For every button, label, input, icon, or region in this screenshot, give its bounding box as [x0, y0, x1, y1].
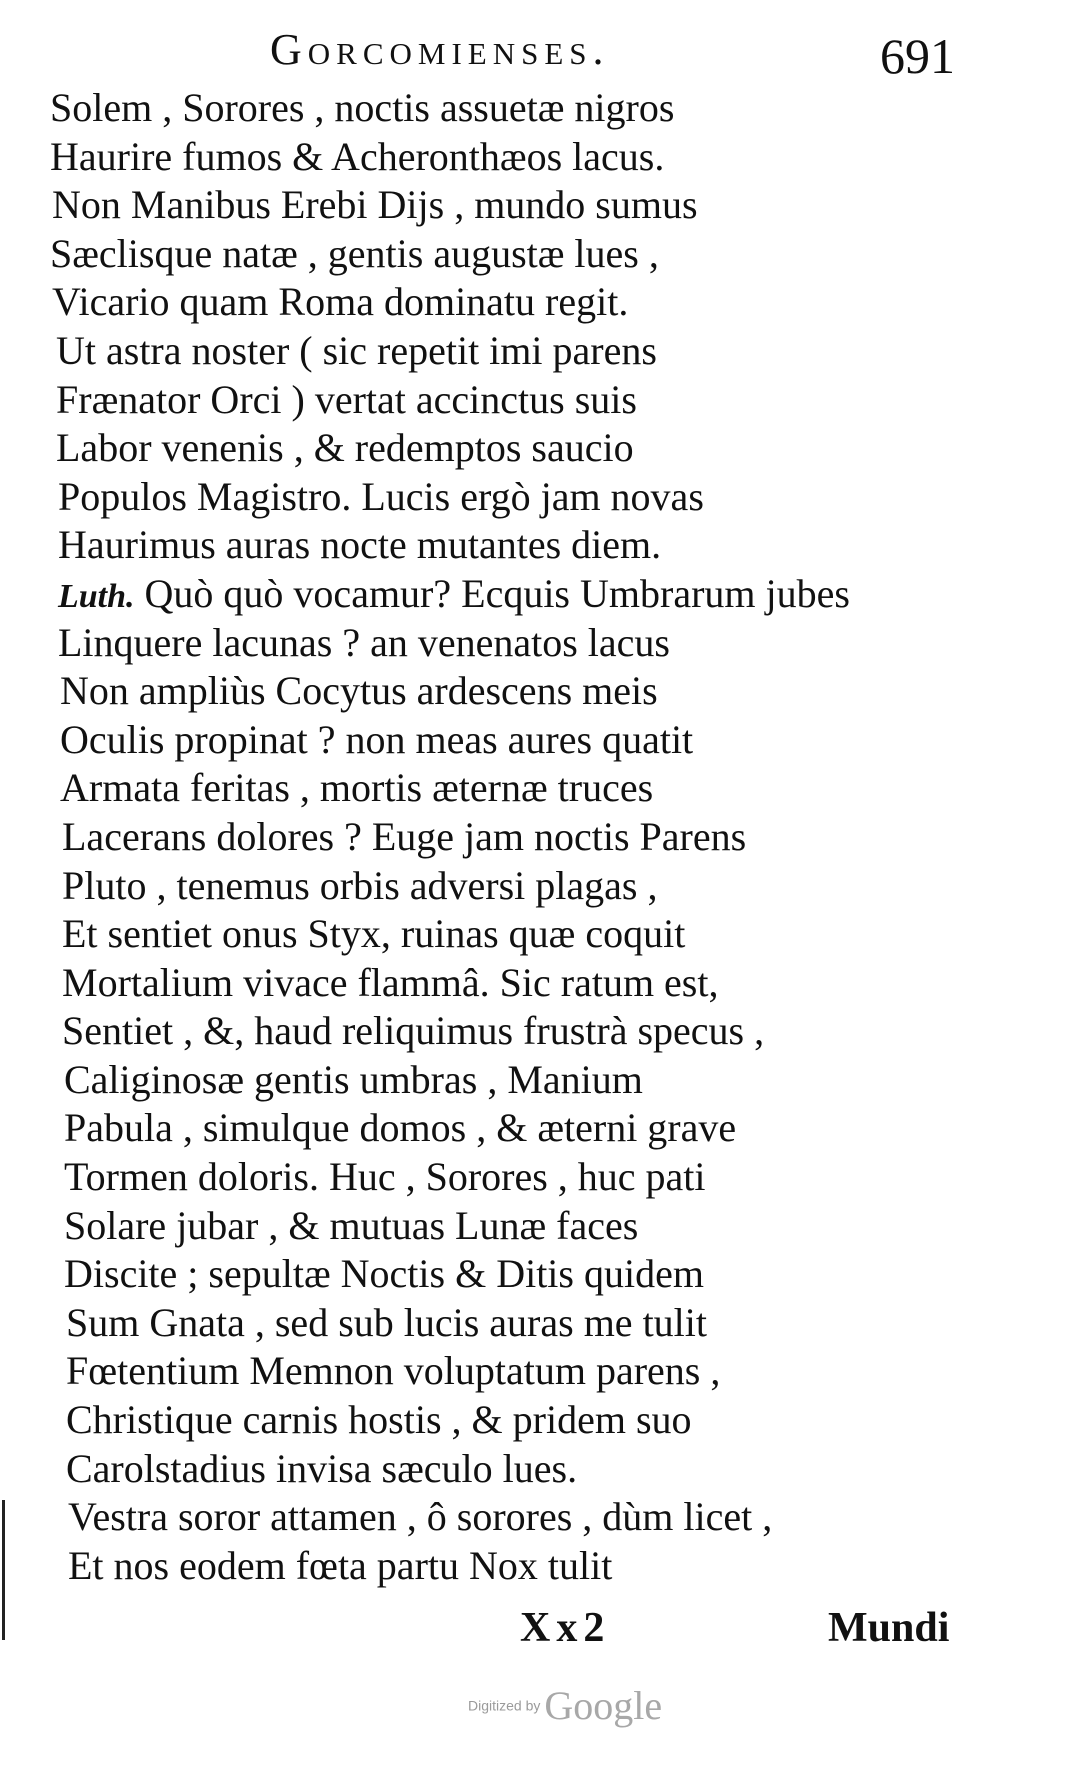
- verse-line-text: Non Manibus Erebi Dijs , mundo sumus: [52, 182, 698, 228]
- digitized-by-watermark: [468, 1682, 662, 1729]
- catchword: Mundi: [828, 1605, 950, 1651]
- verse-line: [0, 1250, 1000, 1299]
- verse-line: [0, 716, 1000, 765]
- verse-line: [0, 1056, 1000, 1105]
- verse-line-text: Vicario quam Roma dominatu regit.: [52, 279, 629, 325]
- verse-line: [0, 278, 1000, 327]
- verse-line-text: Sentiet , &, haud reliquimus frustrà specus ,: [62, 1008, 765, 1054]
- verse-line-text: Ut astra noster ( sic repetit imi parens: [56, 327, 657, 373]
- verse-line-text: Fœtentium Memnon voluptatum parens ,: [66, 1348, 721, 1394]
- digitized-by-label: Digitized by: [468, 1697, 541, 1714]
- verse-line-text: Linquere lacunas ? an venenatos lacus: [58, 619, 670, 665]
- verse-line: [0, 376, 1000, 425]
- verse-line: [0, 667, 1000, 716]
- speaker-label: Luth.: [58, 577, 135, 615]
- verse-line: [0, 1299, 1000, 1348]
- verse-line-text: Mortalium vivace flammâ. Sic ratum est,: [62, 959, 719, 1005]
- verse-line-text: Non ampliùs Cocytus ardescens meis: [60, 668, 658, 714]
- verse-line-text: Christique carnis hostis , & pridem suo: [66, 1397, 692, 1443]
- verse-line: [0, 1153, 1000, 1202]
- verse-line: [0, 764, 1000, 813]
- verse-line-text: Pabula , simulque domos , & æterni grave: [64, 1105, 737, 1151]
- verse-line-text: Haurimus auras nocte mutantes diem.: [58, 522, 662, 568]
- verse-line: [0, 959, 1000, 1008]
- page-number: 691: [880, 28, 955, 84]
- verse-line: [0, 1347, 1000, 1396]
- verse-line: [0, 1202, 1000, 1251]
- verse-line-text: Sæclisque natæ , gentis augustæ lues ,: [50, 230, 659, 276]
- verse-line: [0, 1396, 1000, 1445]
- verse-line-text: Populos Magistro. Lucis ergò jam novas: [58, 473, 704, 519]
- verse-line-text: Armata feritas , mortis æternæ truces: [60, 765, 654, 811]
- verse-line: [0, 424, 1000, 473]
- verse-line: [0, 813, 1000, 862]
- verse-line-text: Haurire fumos & Acheronthæos lacus.: [50, 133, 665, 179]
- verse-line: [0, 230, 1000, 279]
- verse-line-text: Discite ; sepultæ Noctis & Ditis quidem: [64, 1251, 704, 1297]
- verse-line-text: Vestra soror attamen , ô sorores , dùm licet ,: [68, 1494, 773, 1540]
- verse-line: [0, 1493, 1000, 1542]
- verse-text-block: [0, 84, 1000, 1590]
- verse-line-text: Solem , Sorores , noctis assuetæ nigros: [50, 85, 675, 130]
- verse-line-text: Caliginosæ gentis umbras , Manium: [64, 1056, 643, 1102]
- verse-line-text: Et nos eodem fœta partu Nox tulit: [68, 1542, 613, 1588]
- verse-line: [0, 327, 1000, 376]
- verse-line-text: Frænator Orci ) vertat accinctus suis: [56, 376, 637, 422]
- verse-line-text: Et sentiet onus Styx, ruinas quæ coquit: [62, 911, 686, 957]
- verse-line: [0, 1445, 1000, 1494]
- verse-line-text: Pluto , tenemus orbis adversi plagas ,: [62, 862, 658, 908]
- verse-line: [0, 181, 1000, 230]
- verse-line: [0, 1104, 1000, 1153]
- verse-line-text: Tormen doloris. Huc , Sorores , huc pati: [64, 1154, 706, 1200]
- verse-line-text: Solare jubar , & mutuas Lunæ faces: [64, 1202, 639, 1248]
- signature-mark: Xx2: [520, 1605, 611, 1651]
- verse-line: [0, 84, 1000, 133]
- verse-line-text: Labor venenis , & redemptos saucio: [56, 425, 634, 471]
- verse-line-text: Quò quò vocamur? Ecquis Umbrarum jubes: [144, 570, 850, 616]
- verse-line: [0, 570, 1000, 619]
- verse-line: [0, 862, 1000, 911]
- verse-line: [0, 910, 1000, 959]
- running-head-title: Gorcomienses.: [270, 25, 610, 74]
- verse-line: [0, 473, 1000, 522]
- google-logo-text: Google: [544, 1683, 663, 1728]
- verse-line: [0, 619, 1000, 668]
- verse-line: [0, 1542, 1000, 1591]
- verse-line: [0, 133, 1000, 182]
- verse-line-text: Lacerans dolores ? Euge jam noctis Parens: [62, 813, 747, 859]
- verse-line: [0, 521, 1000, 570]
- verse-line: [0, 1007, 1000, 1056]
- binding-edge-mark: [2, 1500, 5, 1640]
- verse-line-text: Carolstadius invisa sæculo lues.: [66, 1445, 578, 1491]
- verse-line-text: Oculis propinat ? non meas aures quatit: [60, 716, 694, 762]
- verse-line-text: Sum Gnata , sed sub lucis auras me tulit: [66, 1299, 708, 1345]
